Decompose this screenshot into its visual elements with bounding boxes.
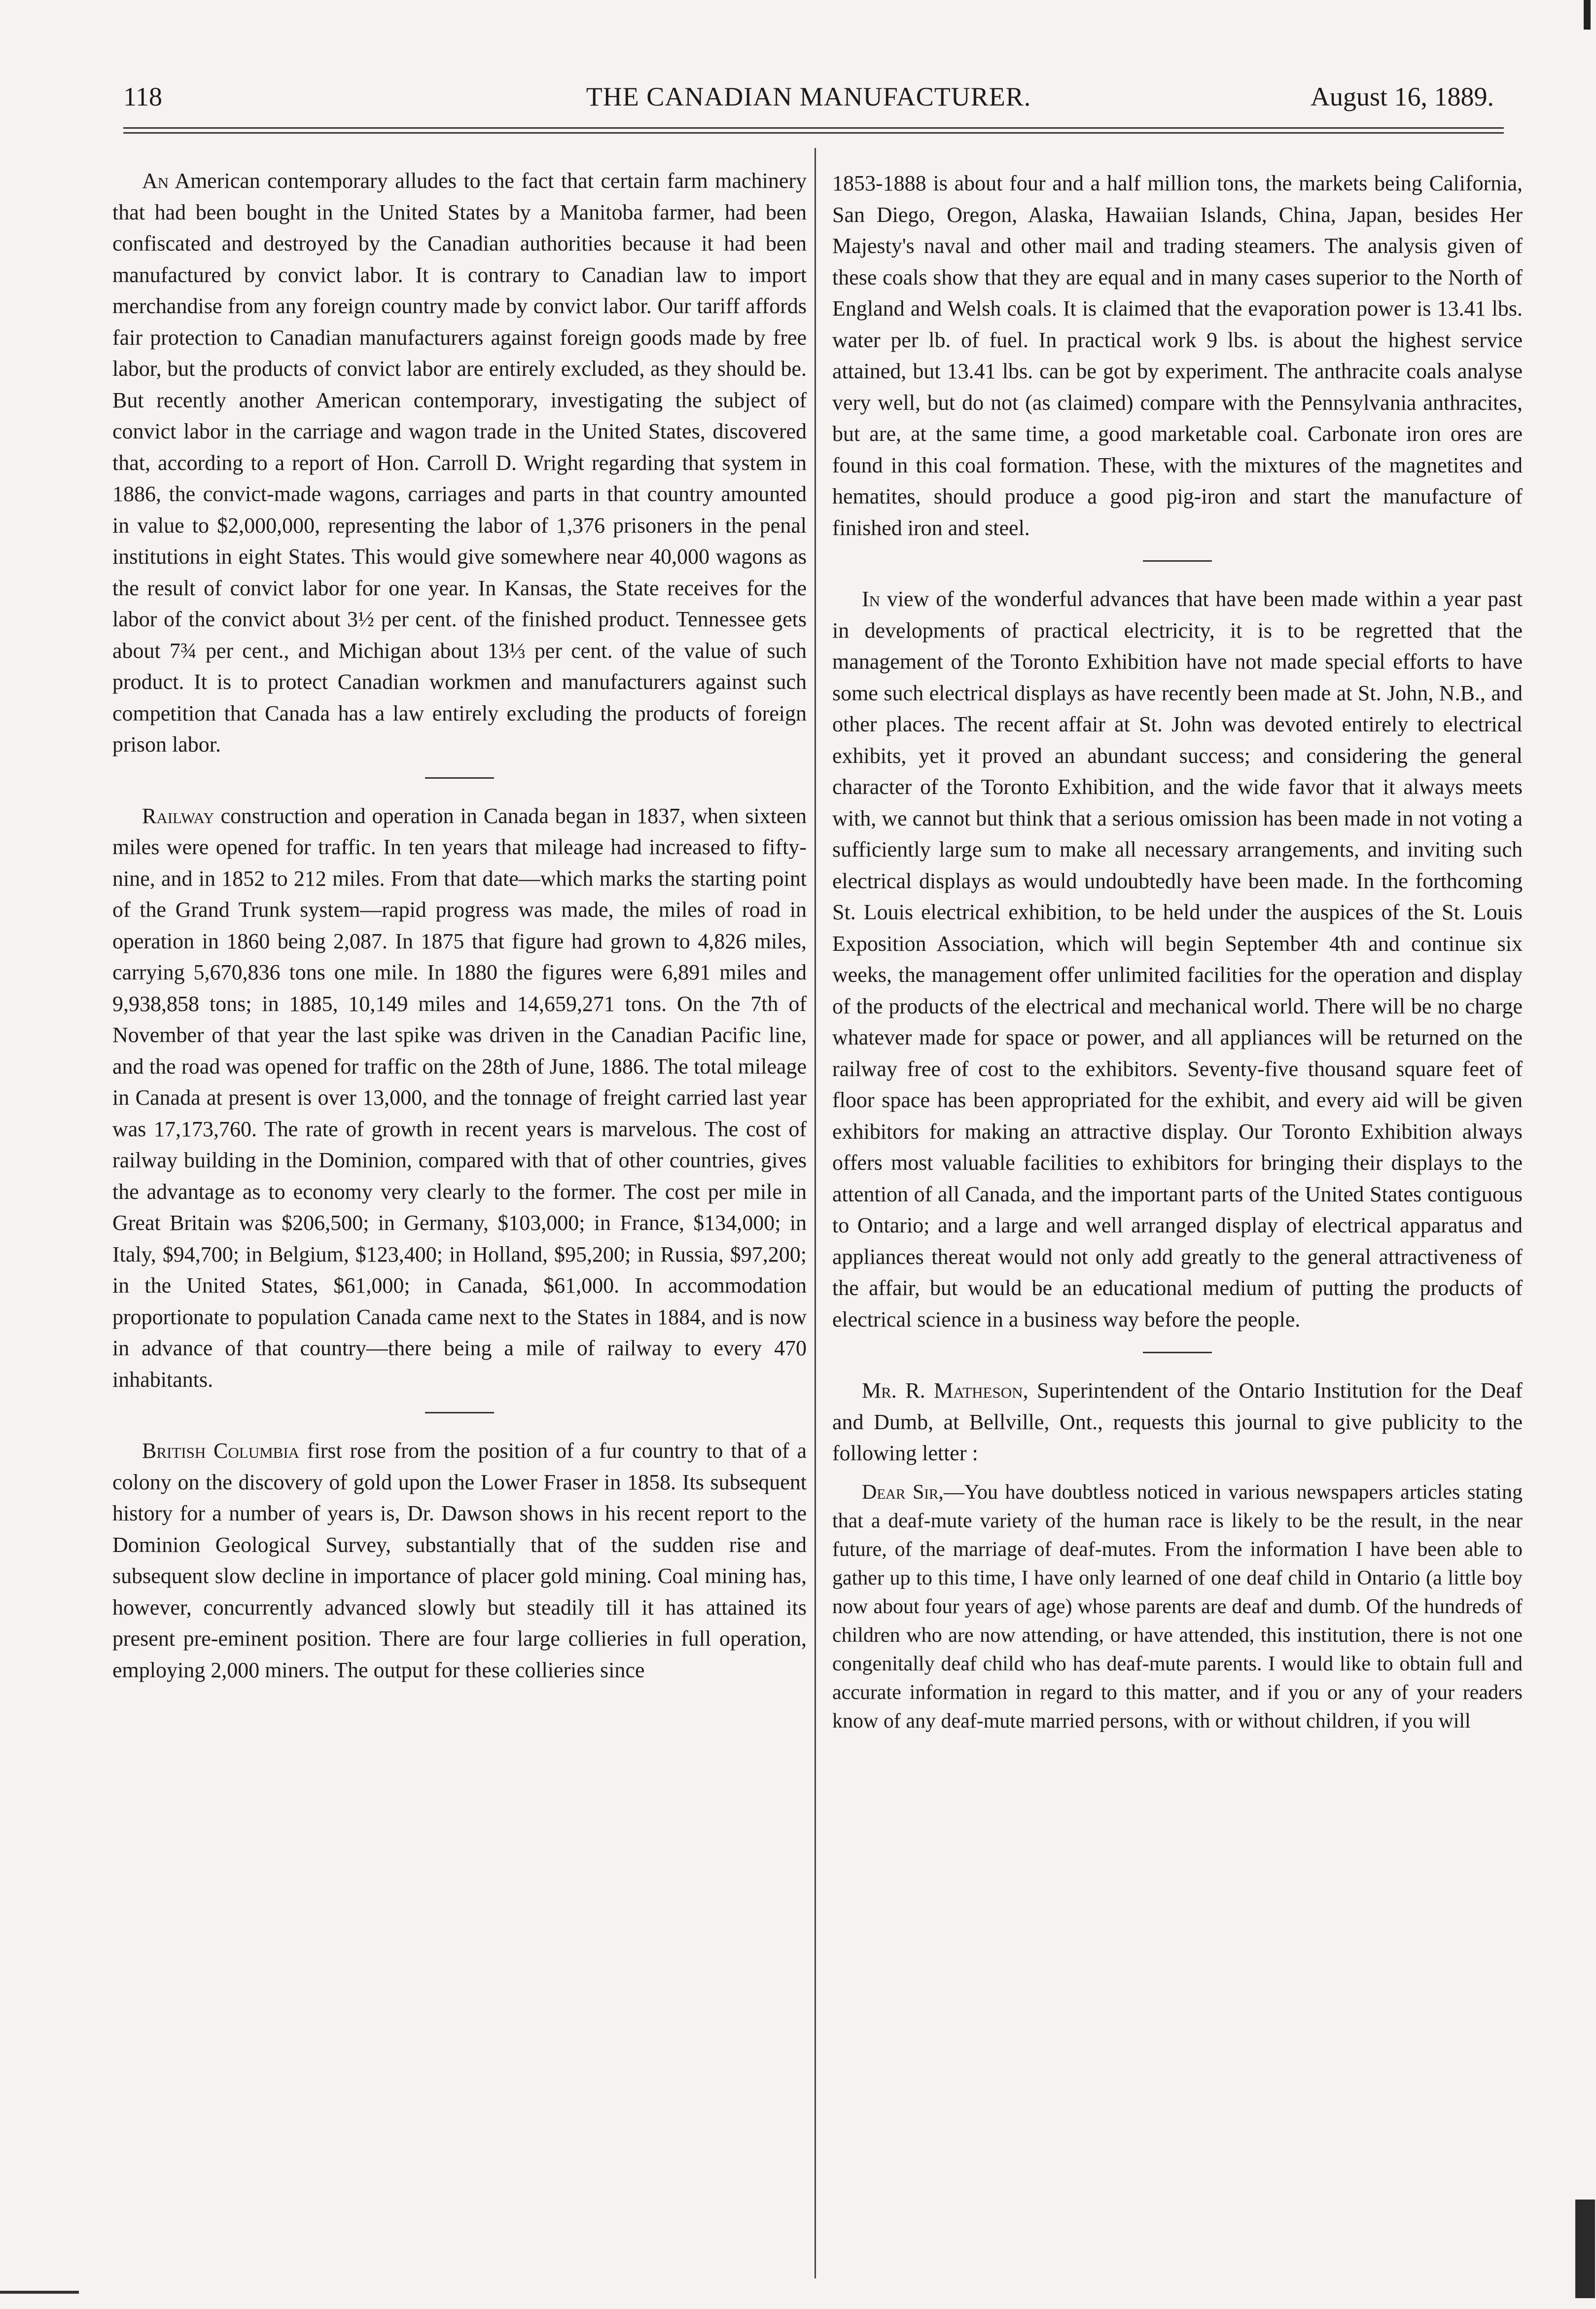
- article-lead: An: [142, 169, 169, 193]
- article-separator: [1143, 560, 1212, 562]
- article-separator: [425, 777, 494, 779]
- article-british-columbia-continued: 1853-1888 is about four and a half million tons, the markets being California, San Diego, Oregon, Alaska, Hawaiian Islands, China, Japan, besides Her Majesty's naval and other mail and trading steamers. The analysis given of these coals show that they are equal and in many cases superior to the North of England and Welsh coals. It is claimed that the evaporation power is 13.41 lbs. water per lb. of fuel. In practical work 9 lbs. is about the highest service attained, but 13.41 lbs. can be got by experiment. The anthracite coals analyse very well, but do not (as claimed) compare with the Pennsylvania anthracites, but are, at the same time, a good marketable coal. Carbonate iron ores are found in this coal formation. These, with the mixtures of the magnetites and hematites, should produce a good pig-iron and start the manufacture of finished iron and steel.: [832, 171, 1523, 540]
- header-rule-top: [123, 127, 1504, 129]
- article-separator: [425, 1412, 494, 1413]
- left-column: [112, 165, 807, 1686]
- article-lead: Mr. R. Matheson,: [862, 1378, 1029, 1403]
- letter-text: —You have doubtless noticed in various newspapers articles stating that a deaf-mute variety of the human race is likely to be the result, in the near future, of the marriage of deaf-mutes. From the information I have been able to gather up to this time, I have only learned of one deaf child in Ontario (a little boy now about four years of age) whose parents are deaf and dumb. Of the hundreds of children who are now attending, or have attended, this institution, there is not one congenitally deaf child who has deaf-mute parents. I would like to obtain full and accurate information in regard to this matter, and if you or any of your readers know of any deaf-mute married persons, with or without children, if you will: [832, 1480, 1523, 1732]
- article-convict-labor: [112, 165, 807, 760]
- right-column: [832, 168, 1523, 1735]
- publication-title: THE CANADIAN MANUFACTURER.: [586, 82, 1031, 111]
- article-lead: In: [862, 587, 881, 611]
- article-lead: British Columbia: [142, 1439, 300, 1463]
- article-lead: Railway: [142, 803, 214, 828]
- letter-salutation: Dear Sir,: [862, 1480, 944, 1504]
- scan-edge-mark: [1575, 2200, 1595, 2298]
- article-electricity: [832, 583, 1523, 1335]
- page-number: 118: [123, 82, 162, 111]
- scan-edge-mark: [1584, 0, 1591, 30]
- article-british-columbia: [112, 1435, 807, 1686]
- article-text: American contemporary alludes to the fact that certain farm machinery that had been bought in the United States by a Manitoba farmer, had been confiscated and destroyed by the Canadian authorities because it had been manufactured by convict labor. It is contrary to Canadian law to import merchandise from any foreign country made by convict labor. Our tariff affords fair protection to Canadian manufacturers against foreign goods made by free labor, but the products of convict labor are entirely excluded, as they should be. But recently another American contemporary, investigating the subject of convict labor in the carriage and wagon trade in the United States, discovered that, according to a report of Hon. Carroll D. Wright regarding that system in 1886, the convict-made wagons, carriages and parts in that country amounted in value to $2,000,000, representing the labor of 1,376 prisoners in the penal institutions in eight States. This would give somewhere near 40,000 wagons as the result of convict labor for one year. In Kansas, the State receives for the labor of the convict about 3½ per cent. of the finished product. Tennessee gets about 7¾ per cent., and Michigan about 13⅓ per cent. of the value of such product. It is to protect Canadian workmen and manufacturers against such competition that Canada has a law entirely excluding the products of foreign prison labor.: [112, 169, 807, 757]
- article-text: first rose from the position of a fur country to that of a colony on the discovery of gold upon the Lower Fraser in 1858. Its subsequent history for a number of years is, Dr. Dawson shows in his recent report to the Dominion Geological Survey, substantially that of the sudden rise and subsequent slow decline in importance of placer gold mining. Coal mining has, however, concurrently advanced slowly but steadily till it has attained its present pre-eminent position. There are four large collieries in full operation, employing 2,000 miners. The output for these collieries since: [112, 1439, 807, 1682]
- page-header: [123, 81, 1494, 121]
- article-matheson: [832, 1375, 1523, 1469]
- article-text: construction and operation in Canada began in 1837, when sixteen miles were opened for traffic. In ten years that mileage had increased to fifty-nine, and in 1852 to 212 miles. From that date—which marks the starting point of the Grand Trunk system—rapid progress was made, the miles of road in operation in 1860 being 2,087. In 1875 that figure had grown to 4,826 miles, carrying 5,670,836 tons one mile. In 1880 the figures were 6,891 miles and 9,938,858 tons; in 1885, 10,149 miles and 14,659,271 tons. On the 7th of November of that year the last spike was driven in the Canadian Pacific line, and the road was opened for traffic on the 28th of June, 1886. The total mileage in Canada at present is over 13,000, and the tonnage of freight carried last year was 17,173,760. The rate of growth in recent years is marvelous. The cost of railway building in the Dominion, compared with that of other countries, gives the advantage as to economy very clearly to the former. The cost per mile in Great Britain was $206,500; in Germany, $103,000; in France, $134,000; in Italy, $94,700; in Belgium, $123,400; in Holland, $95,200; in Russia, $97,200; in the United States, $61,000; in Canada, $61,000. In accommodation proportionate to population Canada came next to the States in 1884, and is now in advance of that country—there being a mile of railway to every 470 inhabitants.: [112, 803, 807, 1392]
- header-rule-bottom: [123, 132, 1504, 134]
- article-separator: [1143, 1352, 1212, 1353]
- issue-date: August 16, 1889.: [1310, 82, 1494, 111]
- letter-body: [832, 1478, 1523, 1735]
- article-railway: [112, 800, 807, 1396]
- article-text: Superintendent of the Ontario Institution for the Deaf and Dumb, at Bellville, Ont., requests this journal to give publicity to the following letter :: [832, 1378, 1523, 1465]
- article-text: view of the wonderful advances that have been made within a year past in developments of practical electricity, it is to be regretted that the management of the Toronto Exhibition have not made special efforts to have some such electrical displays as have recently been made at St. John, N.B., and other places. The recent affair at St. John was devoted entirely to electrical exhibits, yet it proved an abundant success; and considering the general character of the Toronto Exhibition, and the wide favor that it always meets with, we cannot but think that a serious omission has been made in not voting a sufficiently large sum to make all necessary arrangements, and inviting such electrical displays as would undoubtedly have been made. In the forthcoming St. Louis electrical exhibition, to be held under the auspices of the St. Louis Exposition Association, which will begin September 4th and continue six weeks, the management offer unlimited facilities for the operation and display of the products of the electrical and mechanical world. There will be no charge whatever made for space or power, and all appliances will be returned on the railway free of cost to the exhibitors. Seventy-five thousand square feet of floor space has been appropriated for the exhibit, and every aid will be given exhibitors for making an attractive display. Our Toronto Exhibition always offers most valuable facilities to exhibitors for bringing their displays to the attention of all Canada, and the important parts of the United States contiguous to Ontario; and a large and well arranged display of electrical apparatus and appliances thereat would not only add greatly to the general attractiveness of the affair, but would be an educational medium of putting the products of electrical science in a business way before the people.: [832, 587, 1523, 1332]
- column-divider: [815, 148, 816, 2278]
- scan-edge-mark: [0, 2291, 79, 2294]
